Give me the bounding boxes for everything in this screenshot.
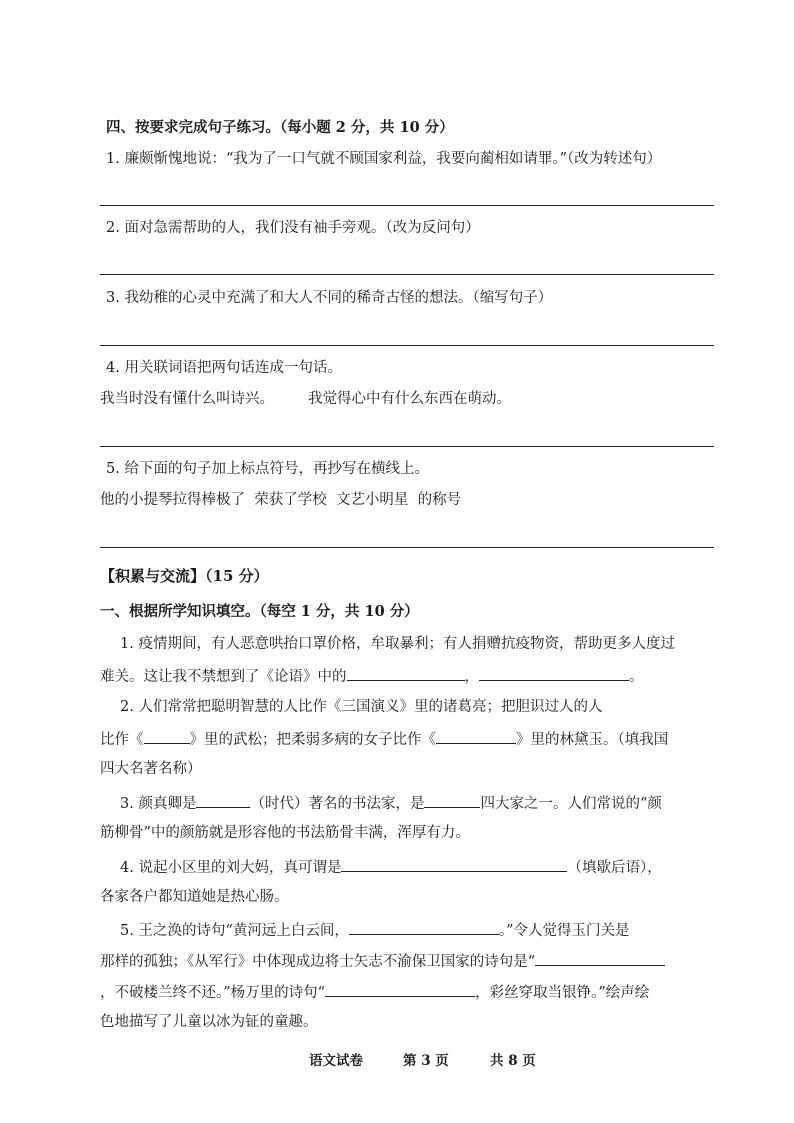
answer-line-q2[interactable] (100, 274, 714, 275)
answer-line-q3[interactable] (100, 345, 714, 346)
fill-blank-four-masters[interactable] (424, 792, 480, 808)
accum-q5-text-a: 5. 王之涣的诗句“黄河远上白云间， (120, 923, 349, 939)
answer-line-q5[interactable] (100, 547, 714, 548)
accum-q3-text-b: （时代）著名的书法家，是 (250, 796, 425, 812)
section4-q5-sentence: 他的小提琴拉得棒极了 荣获了学校 文艺小明星 的称号 (100, 492, 462, 508)
accum-q1-text-c: 。 (629, 669, 644, 685)
accum-q5-text-e: ，彩丝穿取当银铮。”绘声绘 (475, 985, 650, 1001)
accum-q5-line2 (100, 950, 665, 972)
accum-q2-text-b: 》里的武松；把柔弱多病的女子比作《 (189, 732, 436, 748)
fill-blank-daiyu-book[interactable] (436, 728, 516, 744)
accum-q4-text-a: 4. 说起小区里的刘大妈，真可谓是 (120, 860, 342, 876)
fill-blank-dynasty[interactable] (196, 792, 250, 808)
accum-q1-text-b: ， (464, 669, 479, 685)
accum-q2-text-c: 》里的林黛玉。（填我国 (516, 732, 669, 748)
accum-q1-text-a: 难关。这让我不禁想到了《论语》中的 (100, 669, 347, 685)
accum-q1-line1: 1. 疫情期间，有人恶意哄抬口罩价格，牟取暴利；有人捐赠抗疫物资，帮助更多人度过 (120, 636, 675, 652)
fill-blank-liangzhouci[interactable] (349, 919, 499, 935)
section4-q4-sentence-1: 我当时没有懂什么叫诗兴。 (100, 391, 274, 407)
section4-q1: 1. 廉颇惭愧地说：“我为了一口气就不顾国家利益，我要向蔺相如请罪。”（改为转述句） (106, 151, 662, 167)
accum-q4-text-b: （填歇后语）， (567, 860, 662, 876)
section4-q2: 2. 面对急需帮助的人，我们没有袖手旁观。（改为反问句） (106, 220, 480, 236)
section4-q4-sentence-2: 我觉得心中有什么东西在萌动。 (308, 391, 511, 407)
section4-q4-prompt: 4. 用关联词语把两句话连成一句话。 (106, 360, 342, 376)
accum-q3-text-a: 3. 颜真卿是 (120, 796, 197, 812)
accum-q5-line4: 色地描写了儿童以冰为钲的童趣。 (100, 1014, 318, 1030)
answer-line-q1[interactable] (100, 205, 714, 206)
fill-blank-zhiwa[interactable] (325, 981, 475, 997)
accum-section-title: 【积累与交流】（15 分） (100, 567, 269, 585)
accum-q5-text-c: 那样的孤独；《从军行》中体现成边将士矢志不渝保卫国家的诗句是“ (100, 954, 536, 970)
accum-heading: 一、根据所学知识填空。（每空 1 分，共 10 分） (100, 603, 419, 620)
accum-q3-text-c: 四大家之一。人们常说的“颜 (480, 796, 662, 812)
fill-blank-lunyu-1[interactable] (347, 665, 465, 681)
accum-q2-line1: 2. 人们常常把聪明智慧的人比作《三国演义》里的诸葛亮；把胆识过人的人 (120, 699, 603, 715)
section4-q3: 3. 我幼稚的心灵中充满了和大人不同的稀奇古怪的想法。（缩写句子） (106, 290, 553, 306)
section4-heading: 四、按要求完成句子练习。（每小题 2 分，共 10 分） (106, 119, 454, 136)
accum-q5-line3 (100, 981, 649, 1003)
accum-q2-line2 (100, 728, 668, 750)
accum-q5-line1 (120, 919, 630, 941)
accum-q4-line2: 各家各户都知道她是热心肠。 (100, 889, 289, 905)
fill-blank-xiehouyu[interactable] (341, 856, 567, 872)
fill-blank-lunyu-2[interactable] (479, 665, 629, 681)
accum-q2-line3: 四大名著名称） (100, 761, 202, 777)
answer-line-q4[interactable] (100, 446, 714, 447)
footer-total-pages: 共 8 页 (490, 1053, 536, 1069)
footer-subject: 语文试卷 (309, 1053, 363, 1069)
accum-q5-text-d: ，不破楼兰终不还。”杨万里的诗句“ (100, 985, 326, 1001)
fill-blank-wusong-book[interactable] (144, 728, 190, 744)
accum-q1-line2 (100, 665, 644, 687)
accum-q3-line1 (120, 792, 662, 814)
accum-q4-line1 (120, 856, 662, 878)
accum-q5-text-b: 。”令人觉得玉门关是 (498, 923, 630, 939)
footer-page-number: 第 3 页 (403, 1053, 449, 1069)
accum-q2-text-a: 比作《 (100, 732, 144, 748)
fill-blank-congjunxing[interactable] (535, 950, 665, 966)
section4-q5-prompt: 5. 给下面的句子加上标点符号，再抄写在横线上。 (106, 461, 429, 477)
accum-q3-line2: 筋柳骨”中的颜筋就是形容他的书法筋骨丰满，浑厚有力。 (100, 825, 470, 841)
